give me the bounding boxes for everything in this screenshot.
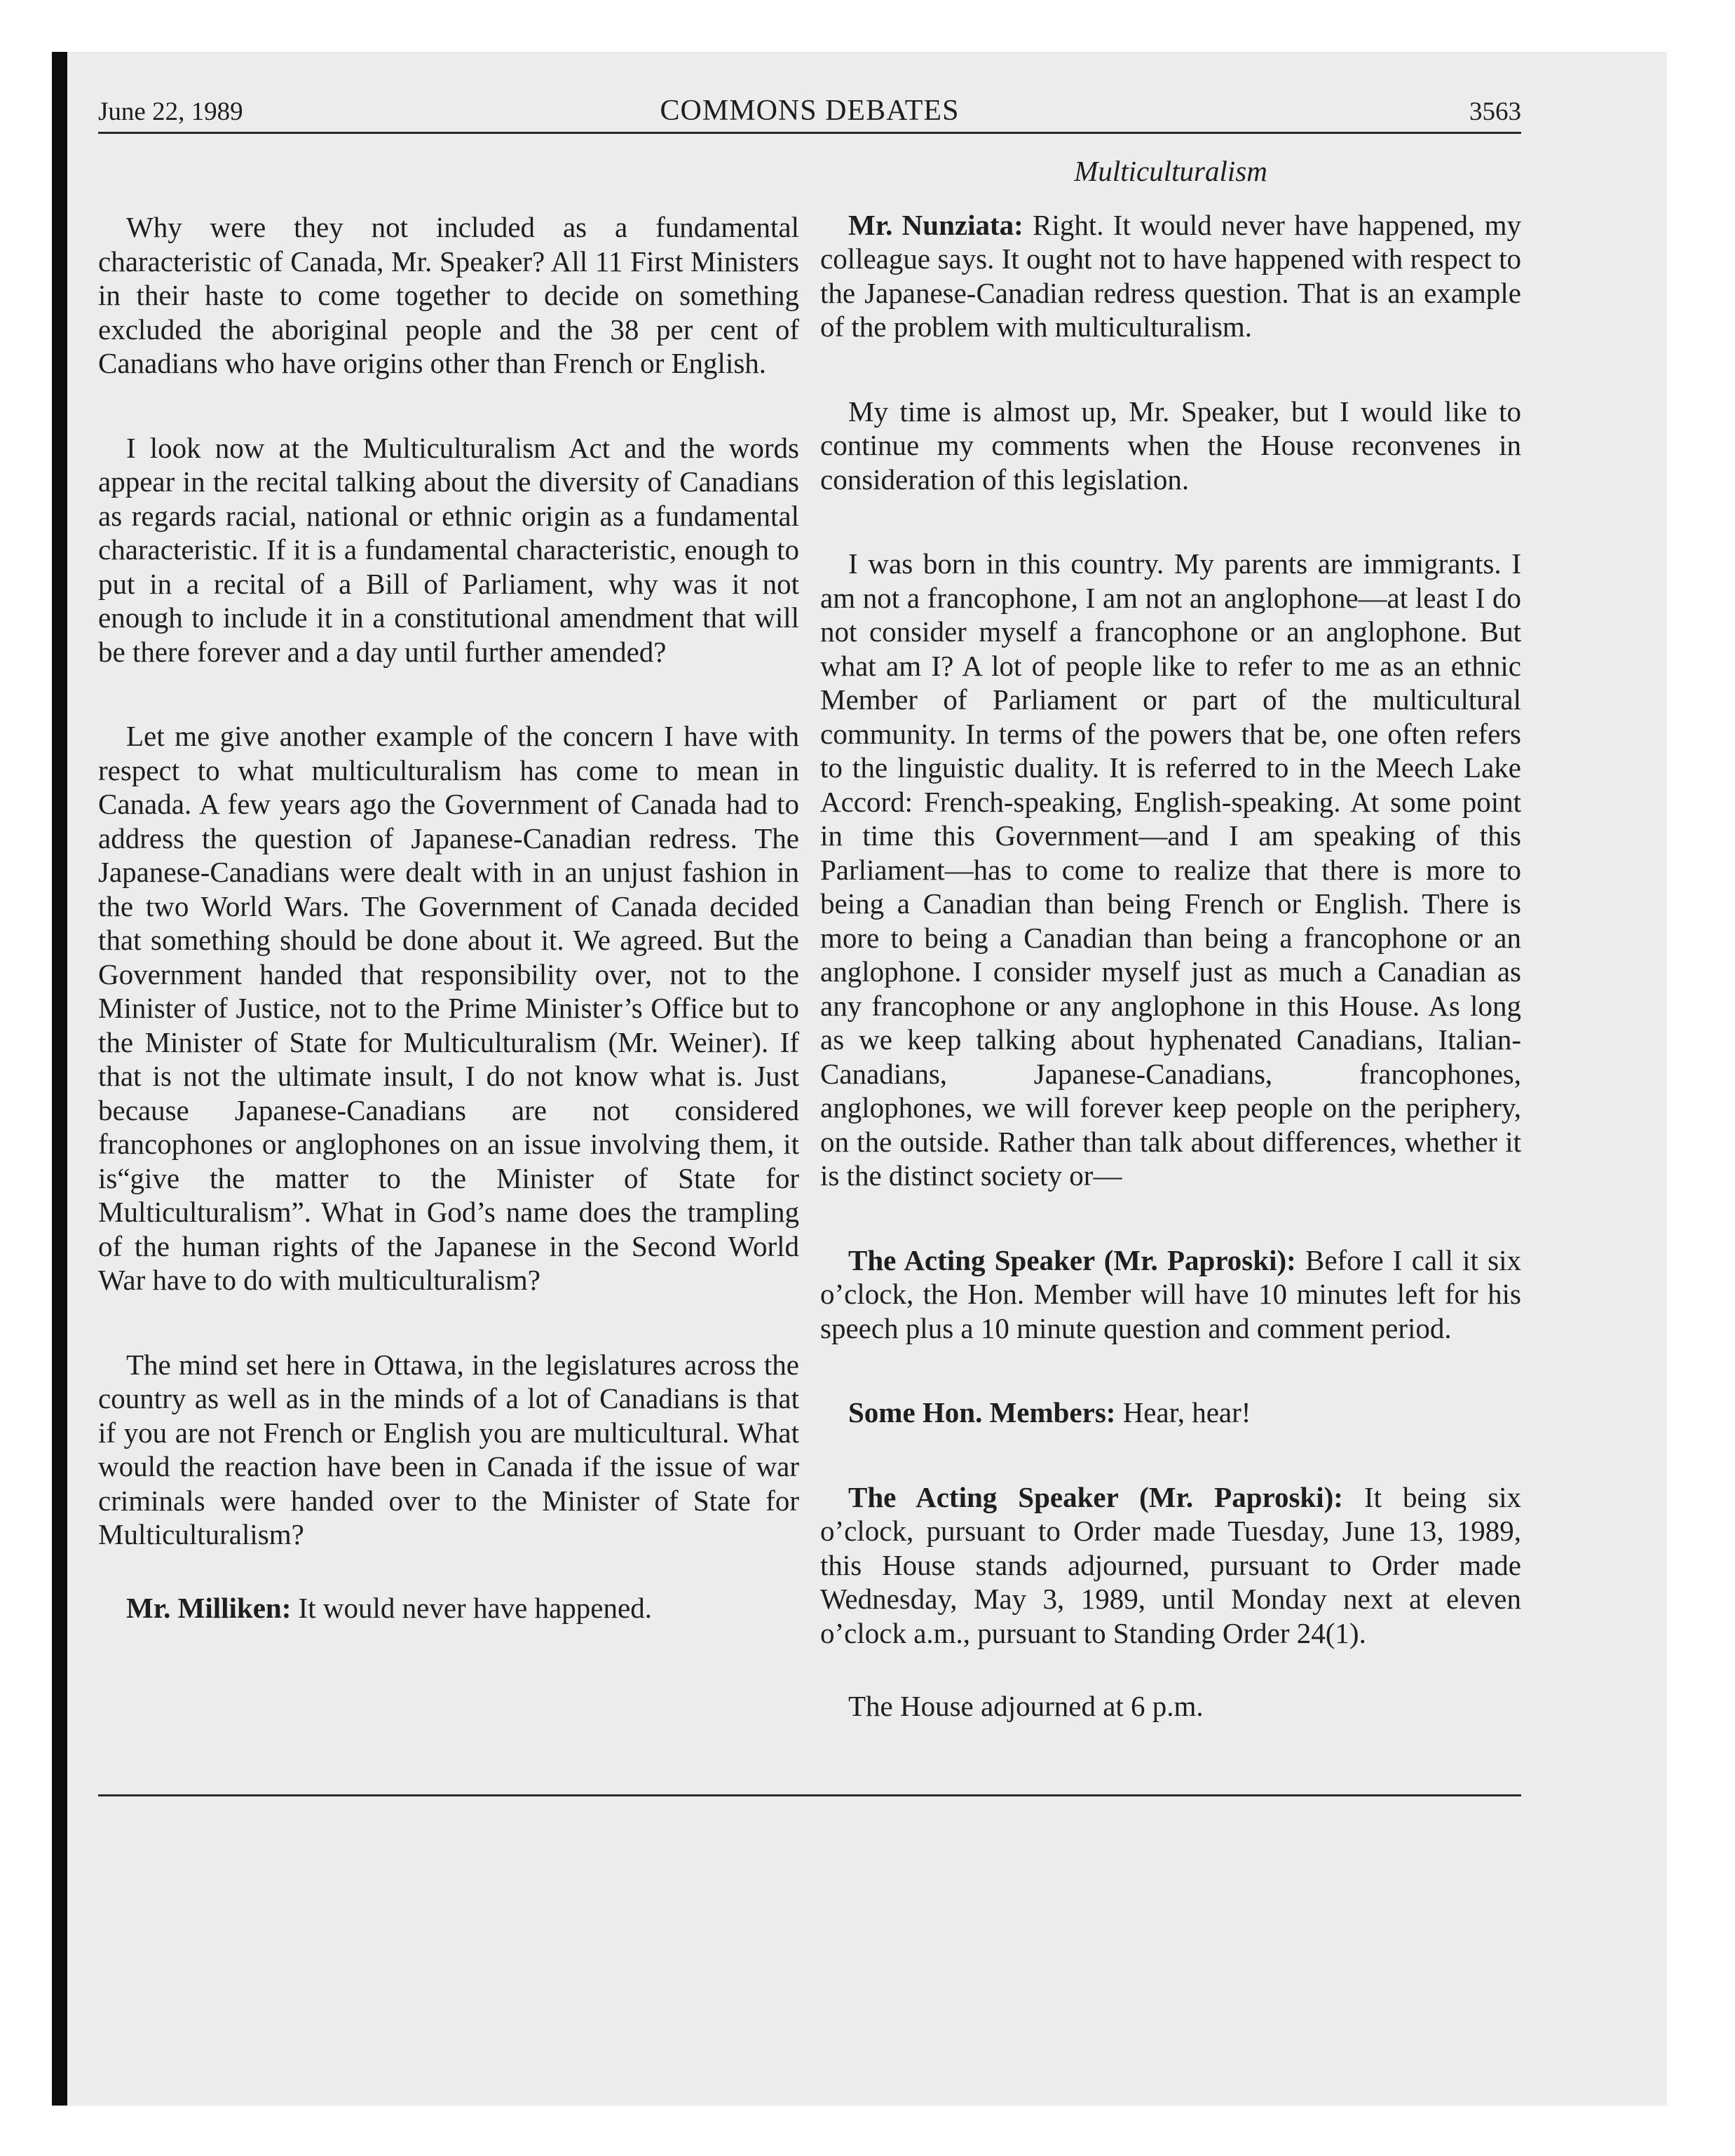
speech-milliken: [98, 1591, 799, 1625]
section-title: Multiculturalism: [1074, 155, 1267, 187]
page-number: 3563: [1469, 97, 1521, 126]
right-column: [820, 154, 1521, 1724]
paragraph: My time is almost up, Mr. Speaker, but I would like to continue my comments when the House reconvenes in consideration of this legislation.: [820, 395, 1521, 496]
header-rule: [98, 132, 1521, 134]
paragraph: Let me give another example of the concern I have with respect to what multiculturalism has come to mean in Canada. A few years ago the Government of Canada had to address the question of Japanese-Canadian redress. The Japanese-Canadians were dealt with in an unjust fashion in the two World Wars. The Government of Canada decided that something should be done about it. We agreed. But the Government handed that responsibility over, not to the Minister of Justice, not to the Prime Minister’s Office but to the Minister of State for Multiculturalism (Mr. Weiner). If that is not the ultimate insult, I do not know what is. Just because Japanese-Canadians are not considered francophones or anglophones on an issue involving them, it is“give the matter to the Minister of State for Multiculturalism”. What in God’s name does the trampling of the human rights of the Japanese in the Second World War have to do with multiculturalism?: [98, 720, 799, 1296]
speaker-name: The Acting Speaker (Mr. Paproski):: [848, 1480, 1343, 1513]
scan-edge: [52, 52, 67, 2106]
paragraph: Why were they not included as a fundamental characteristic of Canada, Mr. Speaker? All 11 First Ministers in their haste to come together to decide on something excluded the aboriginal people and the 38 per cent of Canadians who have origins other than French or English.: [98, 211, 799, 379]
adjournment-note: The House adjourned at 6 p.m.: [848, 1690, 1204, 1722]
speaker-name: Mr. Milliken:: [126, 1591, 292, 1624]
paragraph: I was born in this country. My parents are immigrants. I am not a francophone, I am not an anglophone—at least I do not consider myself a francophone or an anglophone. But what am I? A lot of people like to refer to me as an ethnic Member of Parliament or part of the multicultural community. In terms of the powers that be, one often refers to the linguistic duality. It is referred to in the Meech Lake Accord: French-speaking, English-speaking. At some point in time this Government—and I am speaking of this Parliament—has to come to realize that there is more to being a Canadian than being French or English. There is more to being a Canadian than being a francophone or an anglophone. I consider myself just as much a Canadian as any francophone or any anglophone in this House. As long as we keep talking about hyphenated Canadians, Italian-Canadians, Japanese-Canadians, francophones, anglophones, we will forever keep people on the periphery, on the outside. Rather than talk about differences, whether it is the distinct society or—: [820, 547, 1521, 1192]
header-date: June 22, 1989: [98, 97, 243, 126]
header-title: COMMONS DEBATES: [660, 95, 960, 127]
speaker-name: The Acting Speaker (Mr. Paproski):: [848, 1243, 1296, 1276]
speech-text: Hear, hear!: [1115, 1396, 1251, 1428]
speech-text: Before I call it six o’clock, the Hon. Member will have 10 minutes left for his speech plus a 10 minute question and comment period.: [820, 1243, 1521, 1344]
paragraph: I look now at the Multiculturalism Act and the words appear in the recital talking about the diversity of Canadians as regards racial, national or ethnic origin as a fundamental characteristic. If it is a fundamental characteristic, enough to put in a recital of a Bill of Parliament, why was it not enough to include it in a constitutional amendment that will be there forever and a day until further amended?: [98, 431, 799, 668]
speaker-name: Mr. Nunziata:: [848, 208, 1023, 241]
speech-nunziata: [820, 208, 1521, 344]
speech-acting-speaker: [820, 1480, 1521, 1651]
paragraph: The mind set here in Ottawa, in the legislatures across the country as well as in the minds of a lot of Canadians is that if you are not French or English you are multicultural. What would the reaction have been in Canada if the issue of war criminals were handed over to the Minister of State for Multiculturalism?: [98, 1348, 799, 1550]
speech-text: Right. It would never have happened, my colleague says. It ought not to have happened with respect to the Japanese-Canadian redress question. That is an example of the problem with multiculturalism.: [820, 208, 1521, 343]
speech-text: It would never have happened.: [291, 1591, 652, 1624]
footer-rule: [98, 1794, 1521, 1796]
speaker-name: Some Hon. Members:: [848, 1396, 1116, 1428]
left-column: [98, 210, 799, 1625]
speech-members: [820, 1396, 1521, 1430]
speech-acting-speaker: [820, 1243, 1521, 1346]
speech-text: It being six o’clock, pursuant to Order made Tuesday, June 13, 1989, this House stands adjourned, pursuant to Order made Wednesday, May 3, 1989, until Monday next at eleven o’clock a.m., pursuant to Standing Order 24(1).: [820, 1480, 1521, 1649]
